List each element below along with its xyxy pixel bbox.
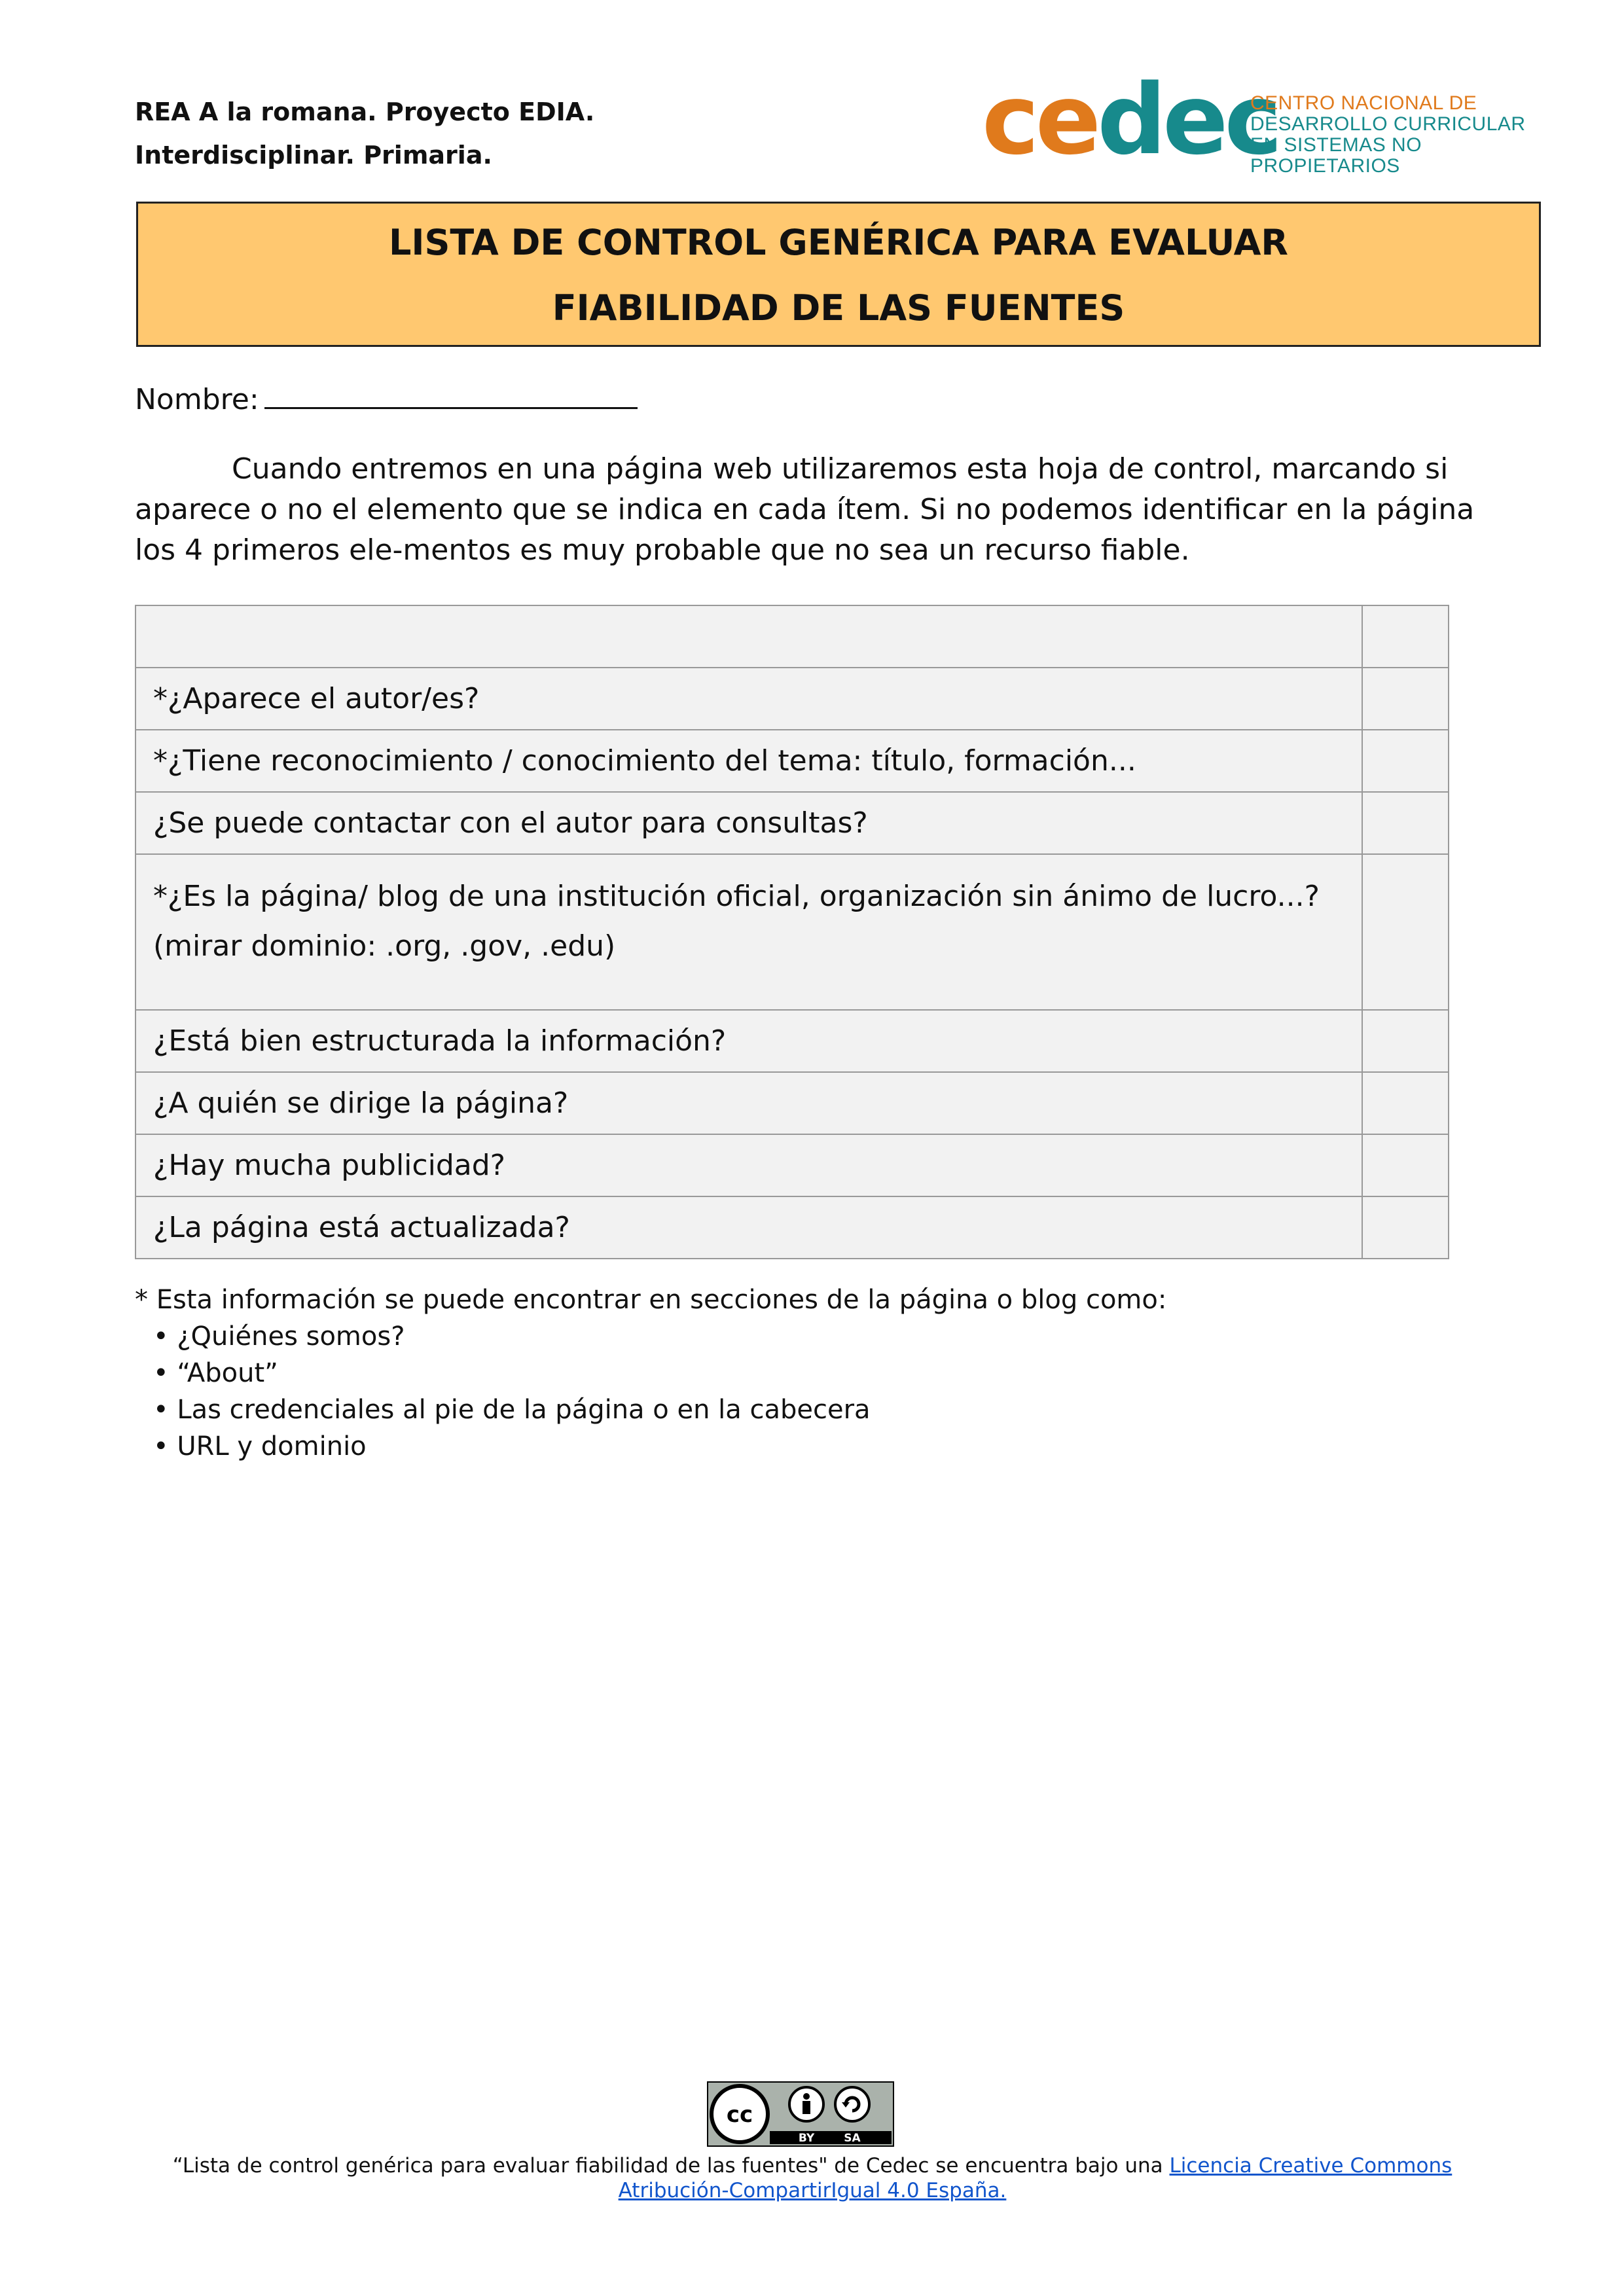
cedec-logo-wordmark (982, 63, 1278, 176)
document-header (135, 90, 594, 177)
list-item: • “About” (135, 1355, 1166, 1391)
checklist-item: ¿La página está actualizada? (135, 1196, 1362, 1259)
checklist-item (135, 854, 1362, 1010)
table-row (135, 1196, 1449, 1259)
cedec-logo-tagline (1250, 93, 1558, 177)
list-item: • Las credenciales al pie de la página o en la cabecera (135, 1391, 1166, 1428)
table-row (135, 854, 1449, 1010)
checklist-item: ¿Hay mucha publicidad? (135, 1134, 1362, 1196)
checklist-item-text: *¿Es la página/ blog de una institución oficial, organización sin ánimo de lucro...? (153, 880, 1320, 913)
name-field-row (135, 378, 638, 422)
checklist-item: *¿Tiene reconocimiento / conocimiento del tema: título, formación... (135, 730, 1362, 792)
check-box[interactable] (1362, 792, 1449, 854)
header-project-line: REA A la romana. Proyecto EDIA. (135, 98, 595, 126)
header-cell-check (1362, 605, 1449, 668)
name-blank-line[interactable] (264, 378, 638, 409)
checklist-table (135, 605, 1449, 1259)
cc-by-sa-badge[interactable] (707, 2081, 894, 2147)
checklist-item: ¿Está bien estructurada la información? (135, 1010, 1362, 1072)
footer-text: “Lista de control genérica para evaluar fiabilidad de las fuentes" de Cedec se encuentra bajo una (172, 2154, 1170, 2178)
cc-label: cc (726, 2102, 753, 2128)
by-label: BY (798, 2132, 815, 2145)
header-level-line: Interdisciplinar. Primaria. (135, 141, 492, 170)
check-box[interactable] (1362, 854, 1449, 1010)
footnote-list (135, 1318, 1166, 1465)
table-row (135, 792, 1449, 854)
check-box[interactable] (1362, 668, 1449, 730)
footnote-intro: * Esta información se puede encontrar en secciones de la página o blog como: (135, 1285, 1167, 1315)
checklist-item: *¿Aparece el autor/es? (135, 668, 1362, 730)
list-item: • URL y dominio (135, 1428, 1166, 1465)
table-row (135, 730, 1449, 792)
title-line-1: LISTA DE CONTROL GENÉRICA PARA EVALUAR (388, 222, 1289, 263)
checklist-item: ¿Se puede contactar con el autor para consultas? (135, 792, 1362, 854)
header-cell-item (135, 605, 1362, 668)
logo-tagline-3: EN SISTEMAS NO PROPIETARIOS (1250, 134, 1422, 177)
footnotes (135, 1282, 1166, 1465)
cc-by-sa-icon (707, 2081, 894, 2147)
table-header-row (135, 605, 1449, 668)
check-box[interactable] (1362, 1010, 1449, 1072)
license-link[interactable]: Licencia Creative Commons Atribución-CompartirIgual 4.0 España. (618, 2154, 1453, 2202)
table-row (135, 668, 1449, 730)
table-row (135, 1134, 1449, 1196)
check-box[interactable] (1362, 730, 1449, 792)
check-box[interactable] (1362, 1072, 1449, 1134)
logo-word-ce: ce (982, 63, 1098, 176)
intro-paragraph (135, 449, 1516, 571)
sa-label: SA (844, 2132, 861, 2145)
logo-tagline-2: DESARROLLO CURRICULAR (1250, 113, 1526, 135)
license-footer (135, 2153, 1490, 2203)
table-row (135, 1010, 1449, 1072)
logo-word-dec: dec (1097, 63, 1278, 176)
logo-tagline-1: CENTRO NACIONAL DE (1250, 92, 1477, 114)
title-box (136, 202, 1541, 347)
check-box[interactable] (1362, 1196, 1449, 1259)
list-item: • ¿Quiénes somos? (135, 1318, 1166, 1355)
name-label: Nombre: (135, 383, 259, 416)
checklist-item-subtext: (mirar dominio: .org, .gov, .edu) (153, 929, 616, 963)
table-row (135, 1072, 1449, 1134)
cedec-logo (982, 63, 1558, 177)
check-box[interactable] (1362, 1134, 1449, 1196)
intro-text: Cuando entremos en una página web utilizaremos esta hoja de control, marcando si aparece o no el elemento que se indica en cada ítem. Si no podemos identificar en la página los 4 primeros ele-mentos es muy probable que no sea un recurso fiable. (135, 452, 1475, 567)
title-line-2: FIABILIDAD DE LAS FUENTES (552, 287, 1125, 329)
checklist-item: ¿A quién se dirige la página? (135, 1072, 1362, 1134)
